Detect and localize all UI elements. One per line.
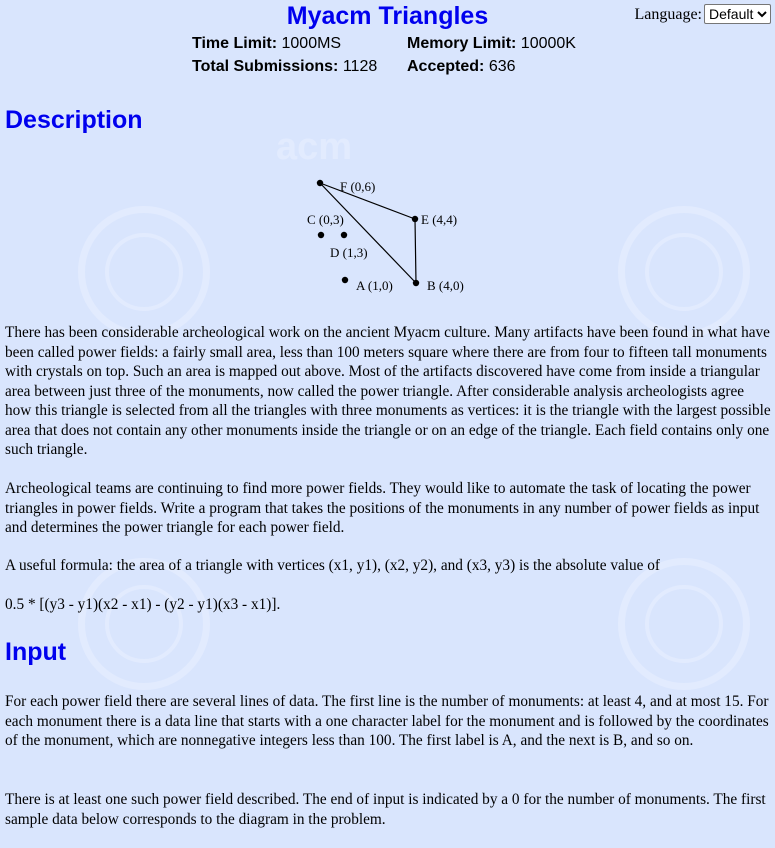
total-submissions-label: Total Submissions: [192, 58, 339, 75]
memory-limit-value: 10000K [520, 35, 576, 52]
monument-b [413, 280, 419, 286]
label-d: D (1,3) [330, 245, 368, 260]
label-f: F (0,6) [340, 179, 376, 194]
watermark-seal [618, 558, 750, 690]
total-submissions-value: 1128 [342, 58, 378, 75]
watermark-seal [78, 206, 210, 338]
label-a: A (1,0) [356, 278, 393, 293]
triangle-edge-bf [320, 183, 416, 283]
time-limit [192, 35, 341, 53]
description-paragraph-3: A useful formula: the area of a triangle with vertices (x1, y1), (x2, y2), and (x3, y3) is the absolute value of [5, 557, 661, 574]
problem-title: Myacm Triangles [286, 2, 489, 30]
input-paragraph-1: For each power field there are several lines of data. The first line is the number of monuments: at least 4, and at most 15. For each monument there is a data line that starts with a one character label for the monument and is followed by the coordinates of the monument, which are nonnegative integers less than 100. The first label is A, and the next is B, and so on. [5, 693, 769, 749]
input-paragraph-2: There is at least one such power field described. The end of input is indicated by a 0 for the number of monuments. The first sample data below corresponds to the diagram in the problem. [5, 791, 766, 828]
monument-c [318, 232, 324, 238]
description-paragraph-1: There has been considerable archeological work on the ancient Myacm culture. Many artifacts have been found in what have been called power fields: a fairly small area, less than 100 meters square where there are from four to fifteen tall monuments with crystals on top. Such an area is mapped out above. Most of the artifacts discovered have come from inside a triangular area between just three of the monuments, now called the power triangle. After considerable analysis archeologists agree how this triangle is selected from all the triangles with three monuments as vertices: it is the triangle with the largest possible area that does not contain any other monuments inside the triangle or on an edge of the triangle. Each field contains only one such triangle. [5, 324, 771, 458]
monument-d [341, 232, 347, 238]
description-paragraph-2: Archeological teams are continuing to find more power fields. They would like to automate the task of locating the power triangles in power fields. Write a program that takes the positions of the monuments in any number of power fields as input and determines the power triangle for each power field. [5, 480, 760, 536]
monument-a [342, 277, 348, 283]
description-heading: Description [5, 106, 143, 134]
accepted-label: Accepted: [407, 58, 485, 75]
watermark-acm-logo: acm [276, 126, 353, 168]
accepted-value: 636 [488, 58, 516, 75]
label-e: E (4,4) [421, 212, 458, 227]
total-submissions [192, 58, 377, 76]
label-c: C (0,3) [307, 212, 344, 227]
monument-f [317, 180, 323, 186]
watermark-seal [618, 206, 750, 338]
memory-limit [407, 35, 576, 53]
watermark-seal [78, 558, 210, 690]
memory-limit-label: Memory Limit: [407, 35, 517, 52]
power-field-diagram [300, 174, 500, 299]
language-label: Language: [634, 6, 702, 23]
input-heading: Input [5, 638, 67, 666]
monument-e [412, 216, 418, 222]
time-limit-label: Time Limit: [192, 35, 278, 52]
label-b: B (4,0) [427, 278, 464, 293]
triangle-edge-eb [415, 219, 416, 283]
accepted [407, 58, 516, 76]
description-formula: 0.5 * [(y3 - y1)(x2 - x1) - (y2 - y1)(x3 - x1)]. [5, 596, 281, 613]
time-limit-value: 1000MS [281, 35, 342, 52]
